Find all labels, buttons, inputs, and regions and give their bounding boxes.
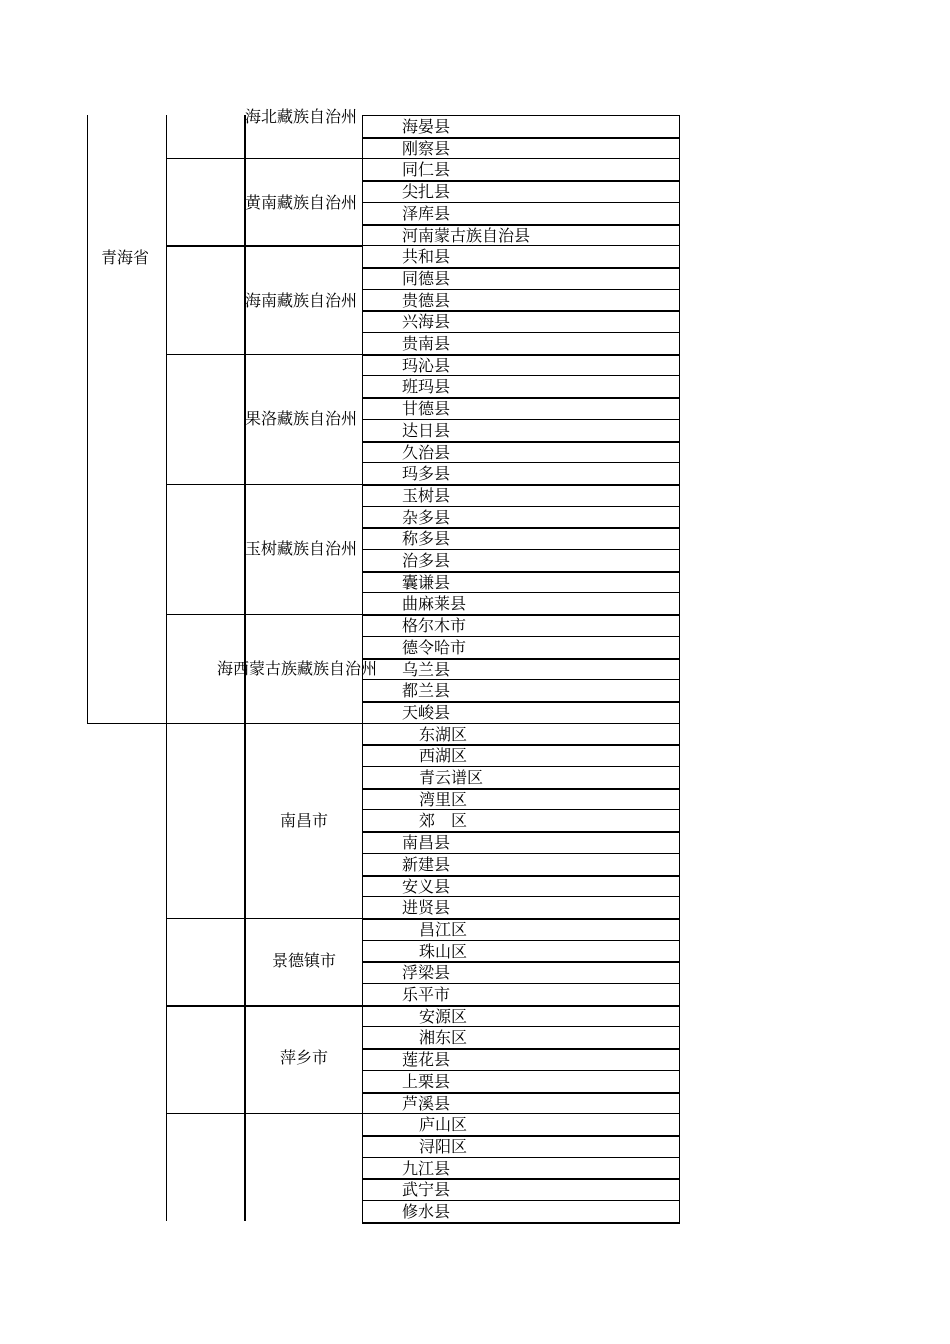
- county-cell: 河南蒙古族自治县: [402, 225, 531, 245]
- county-cell: 都兰县: [402, 681, 451, 701]
- county-cell: 郊 区: [419, 811, 468, 831]
- county-cell: 达日县: [402, 420, 451, 440]
- county-cell: 囊谦县: [402, 572, 451, 592]
- county-cell: 安义县: [402, 876, 451, 896]
- row-border: [362, 809, 680, 810]
- column-right-border: [679, 115, 680, 1222]
- row-border: [362, 983, 680, 984]
- county-cell: 湾里区: [419, 789, 468, 809]
- row-border: [362, 462, 680, 463]
- county-cell: 浮梁县: [402, 963, 451, 983]
- prefecture-label: 黄南藏族自治州: [245, 193, 358, 212]
- row-border: [362, 592, 680, 593]
- row-border: [362, 896, 680, 897]
- prefecture-label: 玉树藏族自治州: [245, 539, 358, 558]
- prefecture-label: 海南藏族自治州: [245, 291, 358, 310]
- county-cell: 班玛县: [402, 377, 451, 397]
- county-cell: 乐平市: [402, 985, 451, 1004]
- county-cell: 青云谱区: [419, 768, 484, 787]
- county-cell: 尖扎县: [402, 182, 451, 202]
- row-border: [362, 1135, 680, 1137]
- county-cell: 莲花县: [402, 1050, 451, 1070]
- county-cell: 曲麻莱县: [402, 594, 467, 614]
- row-border: [362, 1113, 680, 1114]
- row-border: [362, 1070, 680, 1071]
- group-separator: [166, 1005, 362, 1007]
- county-cell: 南昌县: [402, 833, 451, 853]
- row-border: [362, 289, 680, 290]
- county-cell: 浔阳区: [419, 1136, 468, 1156]
- row-border: [362, 549, 680, 550]
- row-border: [362, 115, 680, 116]
- row-border: [362, 853, 680, 854]
- row-border: [362, 202, 680, 203]
- county-cell: 东湖区: [419, 724, 468, 744]
- row-border: [362, 158, 680, 159]
- prefecture-label: 萍乡市: [280, 1048, 329, 1067]
- county-cell: 德令哈市: [402, 637, 467, 657]
- county-cell: 武宁县: [402, 1180, 451, 1200]
- prefecture-label: 海北藏族自治州: [245, 107, 358, 126]
- province-label: 青海省: [101, 248, 150, 267]
- county-cell: 泽库县: [402, 203, 451, 223]
- county-cell: 九江县: [402, 1158, 451, 1178]
- county-cell: 兴海县: [402, 312, 451, 332]
- county-cell: 治多县: [402, 551, 451, 570]
- group-separator: [166, 918, 362, 919]
- row-border: [362, 766, 680, 767]
- county-cell: 久治县: [402, 442, 451, 462]
- row-border: [362, 506, 680, 507]
- prefecture-label: 南昌市: [280, 811, 329, 830]
- group-separator: [166, 723, 362, 724]
- county-cell: 玉树县: [402, 485, 451, 505]
- county-cell: 玛沁县: [402, 355, 451, 375]
- county-cell: 进贤县: [402, 898, 451, 918]
- county-cell: 新建县: [402, 854, 451, 874]
- county-cell: 格尔木市: [402, 616, 467, 636]
- county-cell: 贵德县: [402, 290, 451, 310]
- group-separator: [166, 354, 362, 355]
- county-cell: 西湖区: [419, 746, 468, 766]
- county-cell: 甘德县: [402, 399, 451, 419]
- row-border: [362, 419, 680, 420]
- county-cell: 修水县: [402, 1202, 451, 1221]
- row-border: [362, 332, 680, 333]
- grid-bottom-border: [362, 1222, 680, 1224]
- row-border: [362, 1026, 680, 1027]
- row-border: [362, 1157, 680, 1158]
- county-cell: 珠山区: [419, 941, 468, 961]
- county-cell: 贵南县: [402, 334, 451, 353]
- county-cell: 芦溪县: [402, 1093, 451, 1113]
- county-cell: 玛多县: [402, 464, 451, 484]
- prefecture-label: 海西蒙古族藏族自治州: [217, 659, 378, 678]
- county-cell: 乌兰县: [402, 659, 451, 679]
- row-border: [362, 918, 680, 920]
- group-separator: [166, 1113, 362, 1114]
- county-cell: 共和县: [402, 247, 451, 267]
- column-divider-2: [166, 115, 167, 1221]
- county-cell: 昌江区: [419, 919, 468, 939]
- county-cell: 同仁县: [402, 160, 451, 180]
- county-cell: 上栗县: [402, 1071, 451, 1091]
- prefecture-label: 果洛藏族自治州: [245, 409, 358, 428]
- group-separator: [166, 158, 362, 159]
- group-separator: [166, 484, 362, 485]
- province-bottom-border: [87, 723, 166, 724]
- county-cell: 天峻县: [402, 702, 451, 722]
- row-border: [362, 636, 680, 637]
- county-cell: 海晏县: [402, 117, 451, 136]
- county-cell: 庐山区: [419, 1115, 468, 1135]
- county-cell: 杂多县: [402, 507, 451, 527]
- row-border: [362, 744, 680, 746]
- county-cell: 湘东区: [419, 1028, 468, 1048]
- row-border: [362, 679, 680, 680]
- row-border: [362, 375, 680, 376]
- row-border: [362, 723, 680, 724]
- group-separator: [166, 614, 362, 615]
- row-border: [362, 1005, 680, 1007]
- province-left-border: [87, 115, 88, 723]
- row-border: [362, 940, 680, 941]
- county-cell: 称多县: [402, 529, 451, 549]
- row-border: [362, 788, 680, 790]
- row-border: [362, 245, 680, 246]
- county-cell: 同德县: [402, 268, 451, 288]
- row-border: [362, 1200, 680, 1201]
- county-cell: 刚察县: [402, 138, 451, 158]
- group-separator: [166, 245, 362, 247]
- prefecture-label: 景德镇市: [272, 951, 337, 970]
- county-cell: 安源区: [419, 1006, 468, 1026]
